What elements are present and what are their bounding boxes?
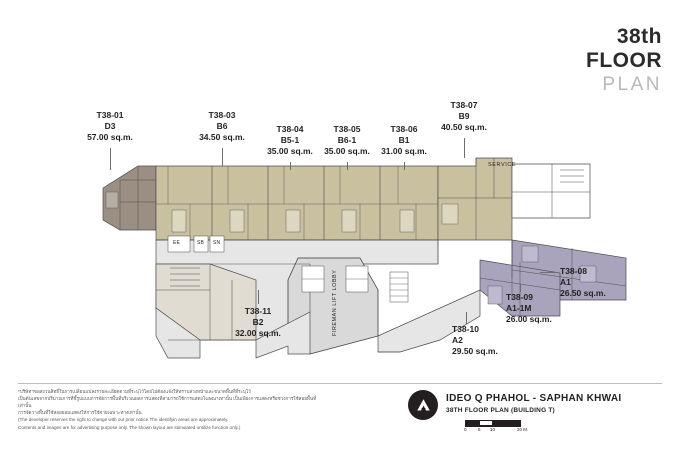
unit-type: A2 xyxy=(452,334,463,345)
unit-code: T38-05 xyxy=(333,124,361,134)
unit-code: T38-09 xyxy=(506,292,533,302)
leader-t38-11 xyxy=(258,290,259,304)
unit-area: 31.00 sq.m. xyxy=(381,145,427,156)
unit-code: T38-06 xyxy=(390,124,418,134)
unit-area: 35.00 sq.m. xyxy=(324,145,370,156)
unit-callout-t38-07 xyxy=(441,100,487,133)
title-line-1: 38th xyxy=(616,25,662,48)
unit-area: 35.00 sq.m. xyxy=(267,145,313,156)
page-title xyxy=(586,26,662,94)
floor-plan-drawing xyxy=(60,140,630,370)
disclaimer-thai-3: การจัดวางพื้นที่ใช้สอยยอมแสดงให้การใช้จ่ายเฉพาะทางเท่านั้น xyxy=(18,410,142,416)
disclaimer-text xyxy=(18,388,318,431)
scale-tick-20: 20 M. xyxy=(517,427,529,432)
unit-area: 29.50 sq.m. xyxy=(452,345,498,356)
project-subtitle: 38TH FLOOR PLAN (BUILDING T) xyxy=(446,407,555,414)
title-line-3: PLAN xyxy=(602,74,662,95)
unit-code: T38-03 xyxy=(208,110,236,120)
leader-t38-05 xyxy=(347,162,348,170)
unit-type: A1-1M xyxy=(506,302,532,313)
unit-code: T38-07 xyxy=(450,100,478,110)
unit-type: B9 xyxy=(458,110,470,121)
unit-type: B6 xyxy=(216,120,228,131)
unit-area: 34.50 sq.m. xyxy=(199,131,245,142)
unit-type: B2 xyxy=(252,316,264,327)
unit-code: T38-01 xyxy=(96,110,124,120)
fireman-lift-lobby-label: FIREMAN LIFT LOBBY xyxy=(332,269,338,336)
leader-t38-07 xyxy=(464,138,465,158)
unit-type: B6-1 xyxy=(337,134,357,145)
leader-t38-01 xyxy=(110,148,111,170)
disclaimer-thai-1: *บริษัทฯขอสงวนสิทธิ์ในการเปลี่ยนแปลงรายละเอียดตามที่ระบุไว้โดยไม่ต้องแจ้งให้ทราบล่วงหน้าและขนาดพื้นที่ที่ระบุไว้ xyxy=(18,389,251,394)
logo-glyph xyxy=(416,398,431,413)
unit-code: T38-08 xyxy=(560,266,587,276)
disclaimer-en-2: Contents and images are for advertising purpose only. The shown layout are stimulated untilize function only.) xyxy=(18,424,241,430)
unit-type: A1 xyxy=(560,276,571,287)
unit-callout-t38-04 xyxy=(267,124,313,157)
unit-callout-t38-05 xyxy=(324,124,370,157)
unit-type: B5-1 xyxy=(280,134,300,145)
ananda-logo-icon xyxy=(408,390,438,420)
footer-divider xyxy=(18,383,662,384)
service-label: SERVICE xyxy=(488,162,517,168)
floor-plan-svg xyxy=(60,140,630,370)
unit-callout-t38-11 xyxy=(235,306,281,339)
sb-label: SB xyxy=(197,240,205,246)
ee-label: EE xyxy=(173,240,181,246)
scale-tick-10: 10 xyxy=(490,427,496,432)
unit-callout-t38-01 xyxy=(87,110,133,143)
scale-tick-5: 5 xyxy=(478,427,481,432)
unit-area: 26.50 sq.m. xyxy=(560,287,606,298)
unit-callout-t38-08 xyxy=(560,266,606,299)
title-line-2: FLOOR xyxy=(586,49,662,72)
project-name: IDEO Q PHAHOL - SAPHAN KHWAI xyxy=(446,393,622,404)
leader-t38-08 xyxy=(540,272,558,273)
unit-type: D3 xyxy=(104,120,116,131)
leader-t38-06 xyxy=(404,162,405,170)
scale-tick-0: 0 xyxy=(464,427,467,432)
unit-callout-t38-10 xyxy=(452,324,498,357)
leader-t38-03 xyxy=(222,148,223,166)
unit-callout-t38-03 xyxy=(199,110,245,143)
unit-callout-t38-09 xyxy=(506,292,552,325)
disclaimer-en-1: (The developer reserves the right to change with out prior notice.The identifyin areas are approximately. xyxy=(18,417,229,423)
unit-area: 57.00 sq.m. xyxy=(87,131,133,142)
unit-code: T38-10 xyxy=(452,324,479,334)
scale-bar xyxy=(465,420,535,438)
unit-area: 40.50 sq.m. xyxy=(441,121,487,132)
leader-t38-09 xyxy=(520,284,521,292)
unit-type: B1 xyxy=(398,134,410,145)
unit-callout-t38-06 xyxy=(381,124,427,157)
unit-area: 26.00 sq.m. xyxy=(506,313,552,324)
disclaimer-thai-2: เป็นต้นเลขจากปริมาณการที่ชี้รูปแบบการจัดการพื้นที่บริเวณผลการแสดงที่สามารถใช้การแสดงโฆษณาเท่านั้น เป็นเพียงการแสดงหรือช่วงการใช้สอยพื้นที่เท่านั้น xyxy=(18,396,317,409)
leader-t38-04 xyxy=(290,162,291,170)
unit-code: T38-04 xyxy=(276,124,304,134)
sn-label: SN xyxy=(213,240,221,246)
leader-t38-10 xyxy=(466,312,467,324)
unit-code: T38-11 xyxy=(244,306,272,316)
unit-area: 32.00 sq.m. xyxy=(235,327,281,338)
